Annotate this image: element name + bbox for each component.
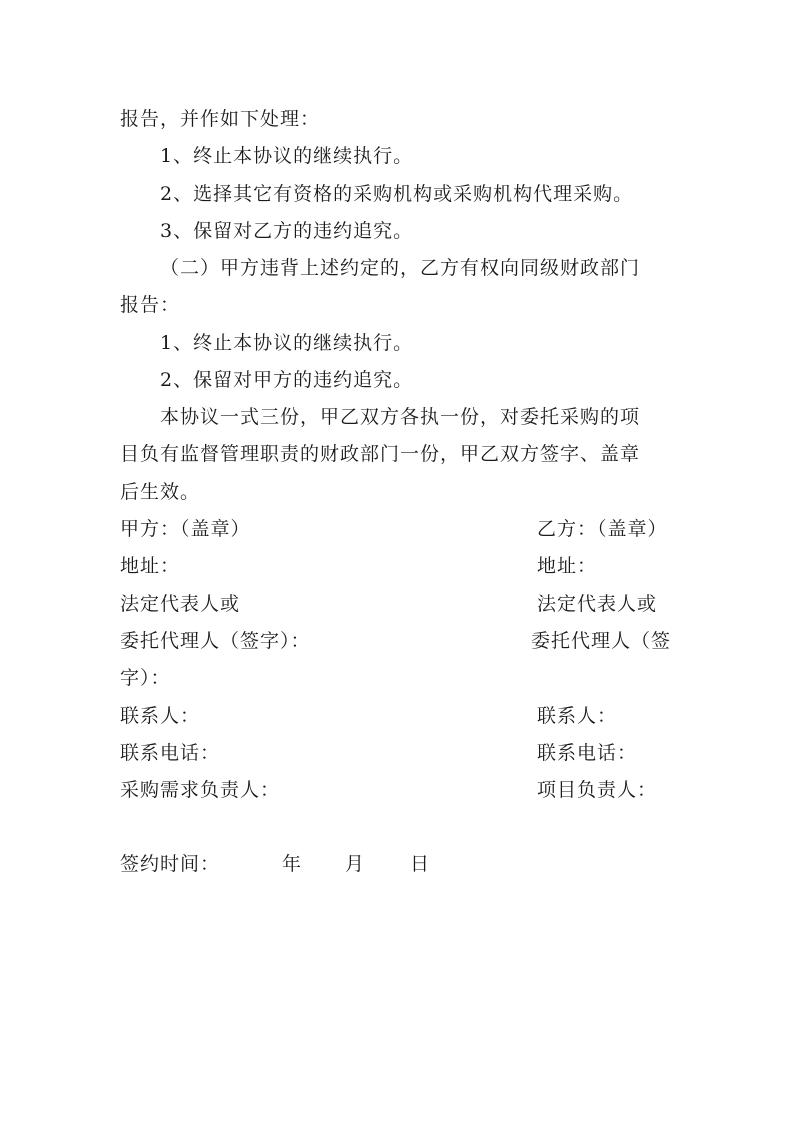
- list-item-reserve-b: 2、保留对甲方的违约追究。: [160, 369, 414, 391]
- signing-date-month: 月: [345, 853, 365, 875]
- party-b-legal-rep: 法定代表人或: [537, 593, 658, 615]
- party-a-procurement-lead: 采购需求负责人：: [120, 779, 281, 801]
- party-a-seal: 甲方：（盖章）: [120, 518, 251, 540]
- signing-date-label: 签约时间：: [120, 853, 221, 875]
- party-a-address: 地址：: [120, 555, 181, 577]
- list-item-terminate-b: 1、终止本协议的继续执行。: [160, 332, 414, 354]
- party-a-agent-signature: 委托代理人（签字）：: [120, 630, 311, 652]
- signing-date-year: 年: [282, 853, 302, 875]
- clause-two-continuation: 报告：: [120, 294, 181, 316]
- copies-paragraph-line2: 目负有监督管理职责的财政部门一份，甲乙双方签字、盖章: [120, 443, 641, 465]
- party-b-phone: 联系电话：: [537, 742, 638, 764]
- party-b-agent-signature-continuation: 字）：: [120, 667, 171, 689]
- signing-date-day: 日: [410, 853, 430, 875]
- list-item-terminate-a: 1、终止本协议的继续执行。: [160, 145, 414, 167]
- clause-two-heading: （二）甲方违背上述约定的，乙方有权向同级财政部门: [160, 257, 641, 279]
- party-b-seal: 乙方：（盖章）: [537, 518, 668, 540]
- copies-paragraph-line1: 本协议一式三份，甲乙双方各执一份，对委托采购的项: [160, 406, 641, 428]
- party-b-contact: 联系人：: [537, 705, 618, 727]
- party-b-project-lead: 项目负责人：: [537, 779, 658, 801]
- body-line-report: 报告，并作如下处理：: [120, 108, 321, 130]
- copies-paragraph-line3: 后生效。: [120, 481, 201, 503]
- party-a-legal-rep: 法定代表人或: [120, 593, 241, 615]
- party-b-agent-signature: 委托代理人（签: [531, 630, 672, 652]
- list-item-select-agency: 2、选择其它有资格的采购机构或采购机构代理采购。: [160, 183, 634, 205]
- party-a-contact: 联系人：: [120, 705, 201, 727]
- party-b-address: 地址：: [537, 555, 598, 577]
- party-a-phone: 联系电话：: [120, 742, 221, 764]
- list-item-reserve-a: 3、保留对乙方的违约追究。: [160, 220, 414, 242]
